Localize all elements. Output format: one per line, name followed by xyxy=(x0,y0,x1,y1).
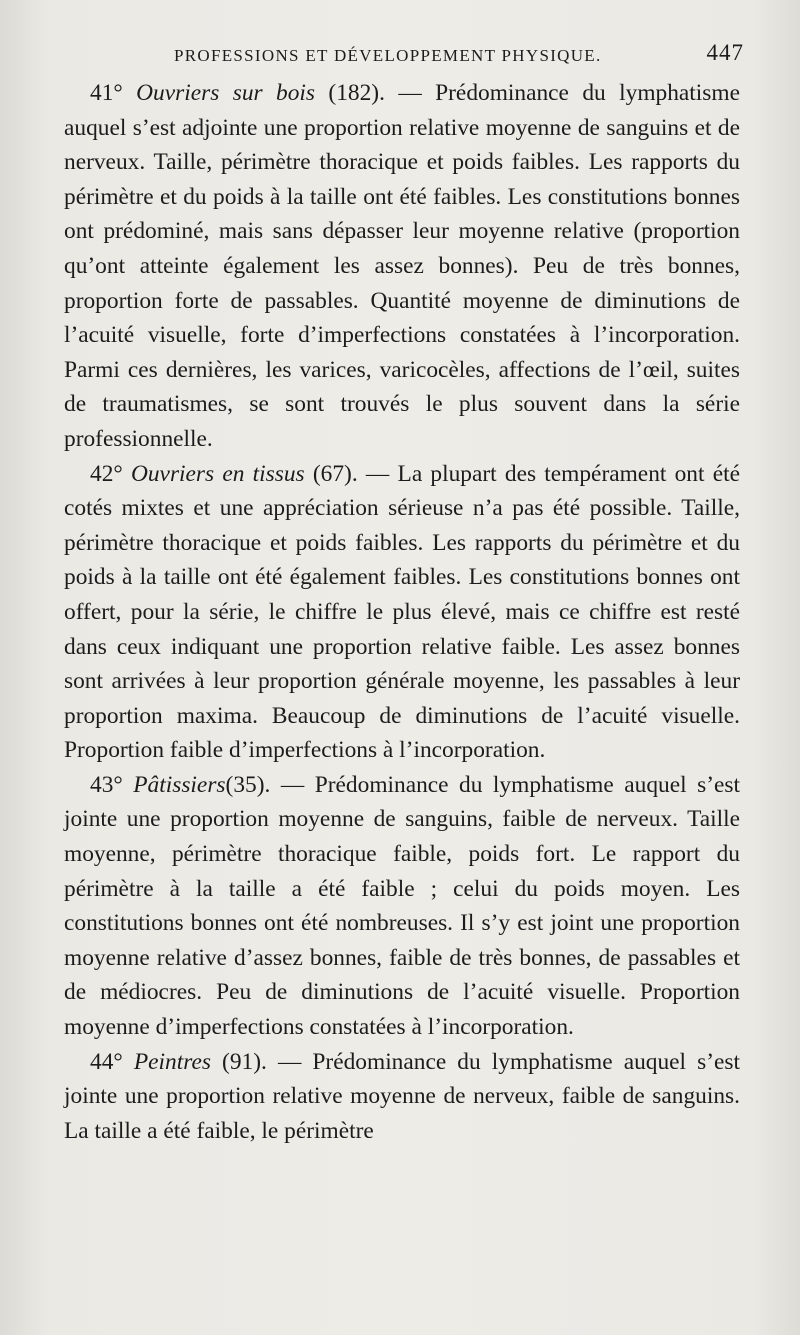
entry-number: 43° xyxy=(90,771,123,798)
running-head xyxy=(64,40,744,74)
entry-count: (91). xyxy=(222,1048,267,1075)
trade-name: Ouvriers en tissus xyxy=(130,460,305,487)
entry-number: 42° xyxy=(90,460,123,487)
entry-number: 44° xyxy=(90,1048,123,1075)
entry-43 xyxy=(64,768,740,1045)
entry-text: — La plupart des tempérament ont été cotés mixtes et une appréciation sérieuse n’a pas été possible. Taille, périmètre thoracique et poids faibles. Les rapports du périmètre et du poids à la taille ont été également faibles. Les constitutions bonnes ont offert, pour la série, le chiffre le plus élevé, mais ce chiffre est resté dans ceux indiquant une proportion relative faible. Les assez bonnes sont arrivées à leur proportion générale moyenne, les passables à leur proportion maxima. Beaucoup de diminutions de l’acuité visuelle. Proportion faible d’imperfections à l’incorporation. xyxy=(64,460,740,764)
running-head-title: PROFESSIONS ET DÉVELOPPEMENT PHYSIQUE. xyxy=(174,46,602,65)
trade-name: Ouvriers sur bois xyxy=(136,80,316,106)
entry-number: 41° xyxy=(90,80,123,106)
entry-text: — Prédominance du lymphatisme auquel s’est jointe une proportion relative moyenne de nerveux, faible de sanguins. La taille a été faible, le périmètre xyxy=(64,1048,740,1144)
entry-count: (35). xyxy=(225,771,271,798)
entry-text: — Prédominance du lymphatisme auquel s’est jointe une proportion moyenne de sanguins, faible de nerveux. Taille moyenne, périmètre thoracique faible, poids fort. Le rapport du périmètre à la taille a été faible ; celui du poids moyen. Les constitutions bonnes ont été nombreuses. Il s’y est joint une proportion moyenne relative d’assez bonnes, faible de très bonnes, de passables et de médiocres. Peu de diminutions de l’acuité visuelle. Proportion moyenne d’imperfections constatées à l’incorporation. xyxy=(64,771,740,1041)
page-number: 447 xyxy=(706,40,744,65)
body-text xyxy=(64,76,740,1148)
trade-name: Peintres xyxy=(133,1048,211,1075)
trade-name: Pâtissiers xyxy=(133,771,226,798)
entry-text: — Prédominance du lymphatisme auquel s’est adjointe une proportion relative moyenne de sanguins et de nerveux. Taille, périmètre thoracique et poids faibles. Les rapports du périmètre et du poids à la taille ont été faibles. Les constitutions bonnes ont prédominé, mais sans dépasser leur moyenne relative (proportion qu’ont atteinte également les assez bonnes). Peu de très bonnes, proportion forte de passables. Quantité moyenne de diminutions de l’acuité visuelle, forte d’imperfections constatées à l’incorporation. Parmi ces dernières, les varices, varicocèles, affections de l’œil, suites de traumatismes, se sont trouvés le plus souvent dans la série professionnelle. xyxy=(64,80,740,452)
entry-44 xyxy=(64,1045,740,1149)
entry-count: (67). xyxy=(312,460,358,487)
entry-42 xyxy=(64,457,740,768)
entry-41 xyxy=(64,76,740,457)
entry-count: (182). xyxy=(328,80,385,106)
